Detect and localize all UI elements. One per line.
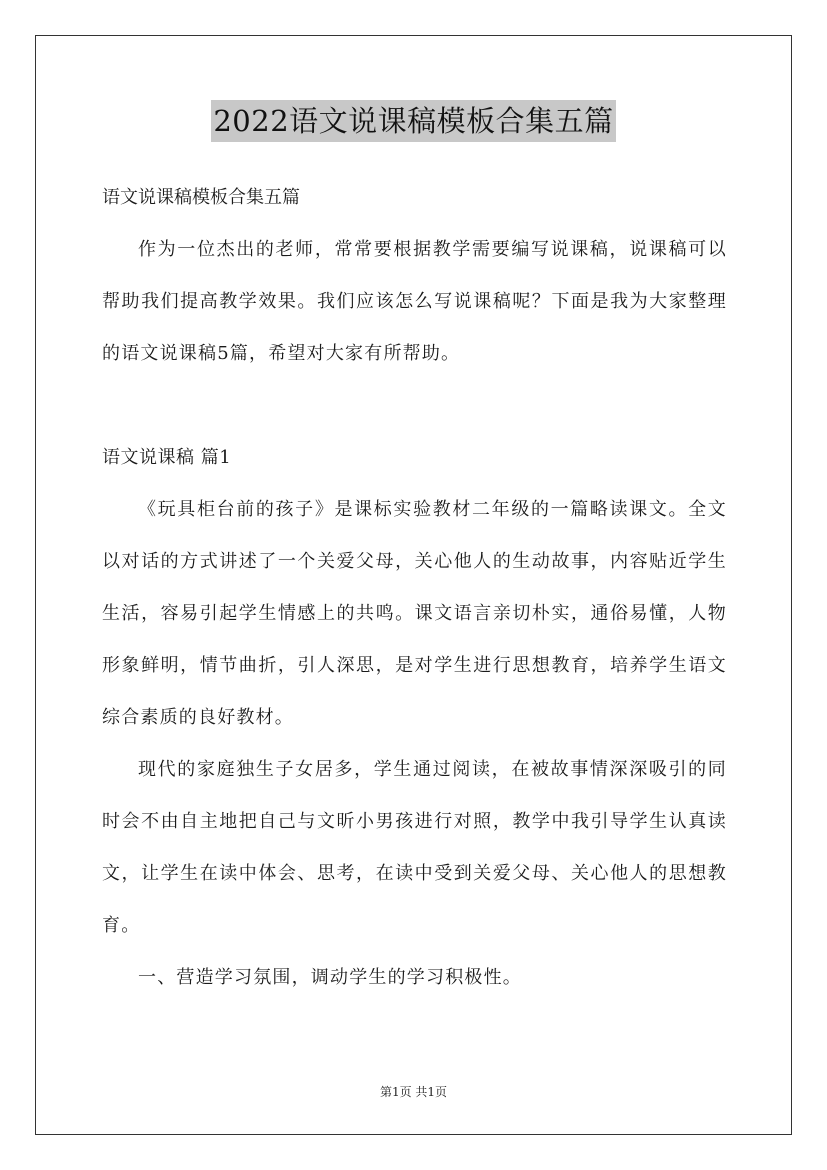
document-title: 2022语文说课稿模板合集五篇	[211, 100, 615, 142]
intro-paragraph: 作为一位杰出的老师，常常要根据教学需要编写说课稿，说课稿可以帮助我们提高教学效果。我们应该怎么写说课稿呢？下面是我为大家整理的语文说课稿5篇，希望对大家有所帮助。	[102, 239, 727, 364]
body-paragraph: 一、营造学习氛围，调动学生的学习积极性。	[138, 967, 522, 988]
spacer	[102, 380, 727, 432]
document-subtitle: 语文说课稿模板合集五篇	[102, 187, 300, 208]
title-container	[0, 100, 827, 142]
body-paragraph: 《玩具柜台前的孩子》是课标实验教材二年级的一篇略读课文。全文以对话的方式讲述了一个关爱父母，关心他人的生动故事，内容贴近学生生活，容易引起学生情感上的共鸣。课文语言亲切朴实，通俗易懂，人物形象鲜明，情节曲折，引人深思，是对学生进行思想教育，培养学生语文综合素质的良好教材。	[102, 499, 727, 728]
section-heading: 语文说课稿 篇1	[102, 447, 232, 468]
body-paragraph: 现代的家庭独生子女居多，学生通过阅读，在被故事情深深吸引的同时会不由自主地把自己与文昕小男孩进行对照，教学中我引导学生认真读文，让学生在读中体会、思考，在读中受到关爱父母、关心他人的思想教育。	[102, 759, 727, 936]
document-body	[102, 172, 727, 1004]
page-footer: 第1页 共1页	[379, 1085, 448, 1099]
